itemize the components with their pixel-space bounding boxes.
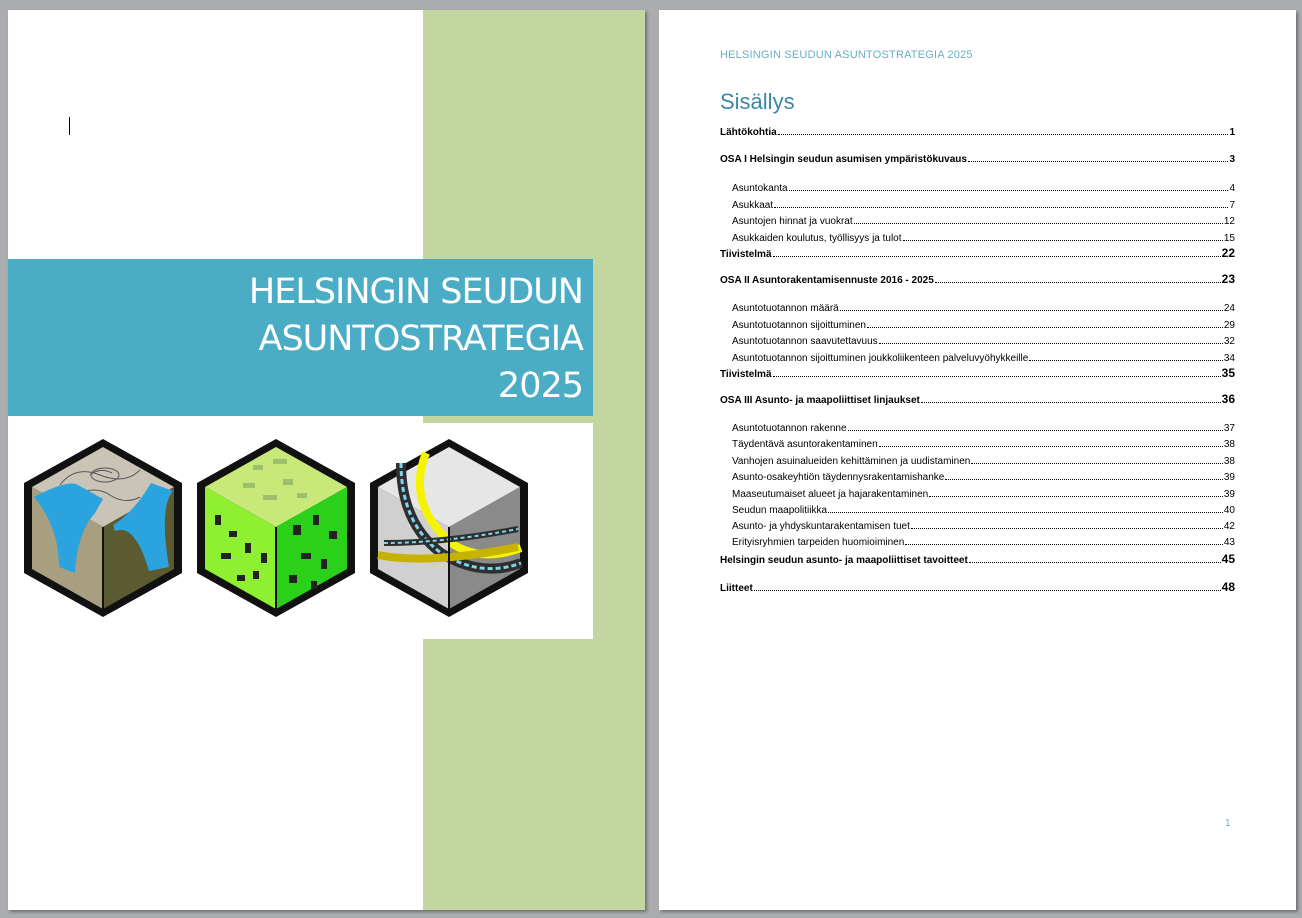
toc-leader-dots	[773, 367, 1221, 377]
toc-entry-title: Erityisryhmien tarpeiden huomioiminen	[732, 537, 905, 548]
toc-entry[interactable]	[720, 152, 1235, 166]
city-blocks-cube-illustration	[193, 435, 359, 619]
toc-leader-dots	[945, 470, 1223, 480]
toc-entry[interactable]	[732, 231, 1235, 245]
toc-entry-page: 38	[1223, 439, 1235, 450]
toc-entry-title: OSA I Helsingin seudun asumisen ympäristökuvaus	[720, 154, 967, 165]
toc-entry-title: Asukkaat	[732, 200, 774, 211]
cover-title-line-2: ASUNTOSTRATEGIA	[258, 319, 583, 359]
toc-entry[interactable]	[732, 503, 1235, 517]
toc-entry-title: OSA II Asuntorakentamisennuste 2016 - 2025	[720, 275, 934, 286]
terrain-cube-illustration	[20, 435, 186, 619]
toc-entry-page: 45	[1221, 552, 1235, 566]
toc-leader-dots	[903, 231, 1223, 241]
toc-entry-page: 39	[1223, 472, 1235, 483]
toc-leader-dots	[879, 334, 1223, 344]
toc-entry[interactable]	[720, 580, 1235, 594]
toc-entry[interactable]	[720, 552, 1235, 566]
toc-entry[interactable]	[720, 392, 1235, 406]
toc-leader-dots	[935, 273, 1221, 283]
toc-entry-title: Seudun maapolitiikka	[732, 505, 828, 516]
toc-leader-dots	[854, 214, 1223, 224]
cover-image-band	[8, 423, 593, 639]
toc-entry-title: Asuntojen hinnat ja vuokrat	[732, 216, 853, 227]
toc-entry-page: 48	[1221, 580, 1235, 594]
cover-title-line-1: HELSINGIN SEUDUN	[248, 272, 583, 312]
toc-entry-title: Liitteet	[720, 583, 753, 594]
toc-entry-page: 39	[1223, 489, 1235, 500]
toc-entry[interactable]	[720, 366, 1235, 380]
cover-title	[249, 269, 583, 410]
toc-leader-dots	[867, 318, 1223, 328]
toc-entry-page: 12	[1223, 216, 1235, 227]
toc-leader-dots	[774, 198, 1228, 208]
toc-entry-title: Asuntokanta	[732, 183, 788, 194]
toc-entry-page: 37	[1223, 423, 1235, 434]
toc-entry-title: Asunto-osakeyhtiön täydennysrakentamishanke	[732, 472, 945, 483]
toc-leader-dots	[921, 393, 1221, 403]
toc-entry-title: Lähtökohtia	[720, 127, 777, 138]
toc-title: Sisällys	[720, 89, 795, 114]
toc-leader-dots	[929, 487, 1223, 497]
text-cursor	[69, 117, 70, 135]
toc-leader-dots	[773, 247, 1221, 257]
toc-entry[interactable]	[732, 351, 1235, 365]
toc-leader-dots	[778, 125, 1229, 135]
toc-entry-page: 38	[1223, 456, 1235, 467]
toc-entry-title: Maaseutumaiset alueet ja hajarakentaminen	[732, 489, 929, 500]
toc-entry[interactable]	[732, 181, 1235, 195]
toc-leader-dots	[1029, 351, 1223, 361]
toc-entry-page: 42	[1223, 521, 1235, 532]
cover-title-line-3: 2025	[497, 366, 583, 406]
toc-leader-dots	[840, 301, 1223, 311]
cover-page[interactable]	[8, 10, 645, 910]
toc-entry-title: Asuntotuotannon rakenne	[732, 423, 847, 434]
toc-leader-dots	[911, 519, 1223, 529]
toc-entry[interactable]	[720, 246, 1235, 260]
toc-entry-page: 3	[1229, 154, 1235, 165]
toc-entry[interactable]	[732, 334, 1235, 348]
page-number: 1	[1225, 818, 1231, 829]
toc-entry-page: 43	[1223, 537, 1235, 548]
toc-entry[interactable]	[732, 214, 1235, 228]
transport-cube-illustration	[366, 435, 532, 619]
toc-entry-title: Asuntotuotannon määrä	[732, 303, 839, 314]
toc-entry-title: Asuntotuotannon sijoittuminen joukkoliikenteen palveluvyöhykkeille	[732, 353, 1029, 364]
toc-entry-page: 34	[1223, 353, 1235, 364]
toc-leader-dots	[754, 581, 1221, 591]
toc-entry[interactable]	[732, 198, 1235, 212]
toc-entry-title: Asukkaiden koulutus, työllisyys ja tulot	[732, 233, 902, 244]
toc-entry-title: Helsingin seudun asunto- ja maapoliittiset tavoitteet	[720, 555, 968, 566]
toc-entry-title: Täydentävä asuntorakentaminen	[732, 439, 878, 450]
cover-title-band	[8, 259, 593, 416]
toc-entry-page: 24	[1223, 303, 1235, 314]
running-head: HELSINGIN SEUDUN ASUNTOSTRATEGIA 2025	[720, 49, 973, 61]
toc-entry[interactable]	[732, 487, 1235, 501]
toc-entry-page: 36	[1221, 392, 1235, 406]
toc-entry[interactable]	[732, 454, 1235, 468]
toc-entry-title: Vanhojen asuinalueiden kehittäminen ja uudistaminen	[732, 456, 971, 467]
toc-entry-page: 15	[1223, 233, 1235, 244]
toc-entry-title: Tiivistelmä	[720, 369, 772, 380]
toc-entry[interactable]	[720, 272, 1235, 286]
toc-entry[interactable]	[732, 519, 1235, 533]
toc-leader-dots	[968, 152, 1229, 162]
toc-entry[interactable]	[720, 125, 1235, 139]
toc-entry-page: 22	[1221, 246, 1235, 260]
toc-entry-page: 7	[1229, 200, 1235, 211]
toc-entry-title: Asuntotuotannon saavutettavuus	[732, 336, 878, 347]
toc-entry-title: Asunto- ja yhdyskuntarakentamisen tuet	[732, 521, 910, 532]
toc-entry-page: 32	[1223, 336, 1235, 347]
toc-entry-page: 1	[1229, 127, 1235, 138]
toc-entry[interactable]	[732, 535, 1235, 549]
toc-leader-dots	[828, 503, 1223, 513]
toc-entry-page: 35	[1221, 366, 1235, 380]
toc-entry-page: 4	[1229, 183, 1235, 194]
toc-leader-dots	[969, 553, 1221, 563]
toc-entry[interactable]	[732, 301, 1235, 315]
toc-entry[interactable]	[732, 421, 1235, 435]
toc-entry-title: OSA III Asunto- ja maapoliittiset linjaukset	[720, 395, 920, 406]
toc-page[interactable]	[659, 10, 1296, 910]
toc-entry-title: Asuntotuotannon sijoittuminen	[732, 320, 866, 331]
toc-leader-dots	[789, 181, 1229, 191]
toc-entry[interactable]	[732, 437, 1235, 451]
toc-leader-dots	[879, 437, 1223, 447]
toc-entry-page: 23	[1221, 272, 1235, 286]
toc-entry[interactable]	[732, 318, 1235, 332]
toc-leader-dots	[971, 454, 1223, 464]
toc-entry[interactable]	[732, 470, 1235, 484]
toc-entry-title: Tiivistelmä	[720, 249, 772, 260]
toc-leader-dots	[848, 421, 1223, 431]
toc-entry-page: 29	[1223, 320, 1235, 331]
toc-entry-page: 40	[1223, 505, 1235, 516]
toc-leader-dots	[905, 535, 1223, 545]
